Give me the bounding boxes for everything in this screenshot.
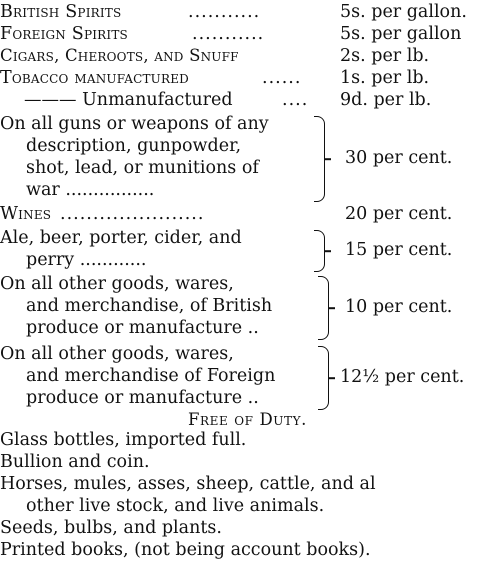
duty-label: Tobacco manufactured <box>0 68 189 88</box>
group-line: On all other goods, wares, <box>0 344 234 364</box>
group-line: and merchandise of Foreign <box>26 366 276 386</box>
duty-value: 5s. per gallon <box>340 24 462 44</box>
duty-label: Foreign Spirits <box>0 24 128 44</box>
duty-value: 10 per cent. <box>345 297 453 317</box>
section-heading: Free of Duty. <box>188 410 307 429</box>
duty-label: Wines <box>0 204 52 224</box>
leader-dots: ...................... <box>60 204 205 224</box>
brace-icon <box>318 346 329 410</box>
free-item: Seeds, bulbs, and plants. <box>0 518 222 538</box>
free-item: other live stock, and live animals. <box>26 496 325 516</box>
free-item: Bullion and coin. <box>0 452 150 472</box>
leader-dots: .... <box>282 90 309 110</box>
brace-icon <box>314 116 325 202</box>
group-line: Ale, beer, porter, cider, and <box>0 228 242 248</box>
leader-dots: ...... <box>262 68 302 88</box>
duty-label: Cigars, Cheroots, and Snuff <box>0 46 239 65</box>
leader-dots: ........... <box>188 2 261 22</box>
duty-label: ——— Unmanufactured <box>24 90 233 110</box>
free-item: Printed books, (not being account books). <box>0 540 371 560</box>
brace-icon <box>318 276 329 340</box>
duty-value: 2s. per lb. <box>340 46 430 66</box>
free-item: Glass bottles, imported full. <box>0 430 247 450</box>
group-line: perry ............ <box>26 250 147 270</box>
brace-icon <box>314 230 325 272</box>
leader-dots: ........... <box>192 24 265 44</box>
group-line: and merchandise, of British <box>26 296 273 316</box>
duty-value: 15 per cent. <box>345 240 453 260</box>
duty-value: 1s. per lb. <box>340 68 430 88</box>
duty-value: 5s. per gallon. <box>340 2 467 22</box>
group-line: On all guns or weapons of any <box>0 114 269 134</box>
group-line: description, gunpowder, <box>26 136 242 156</box>
free-item: Horses, mules, asses, sheep, cattle, and al <box>0 474 376 494</box>
group-line: produce or manufacture .. <box>26 388 259 408</box>
group-line: war ................ <box>26 180 155 200</box>
group-line: On all other goods, wares, <box>0 274 234 294</box>
group-line: shot, lead, or munitions of <box>26 158 259 178</box>
duty-label: British Spirits <box>0 2 122 22</box>
group-line: produce or manufacture .. <box>26 318 259 338</box>
duty-value: 30 per cent. <box>345 148 453 168</box>
duty-value: 20 per cent. <box>345 204 453 224</box>
duty-value: 12½ per cent. <box>340 367 465 387</box>
duty-value: 9d. per lb. <box>340 90 432 110</box>
